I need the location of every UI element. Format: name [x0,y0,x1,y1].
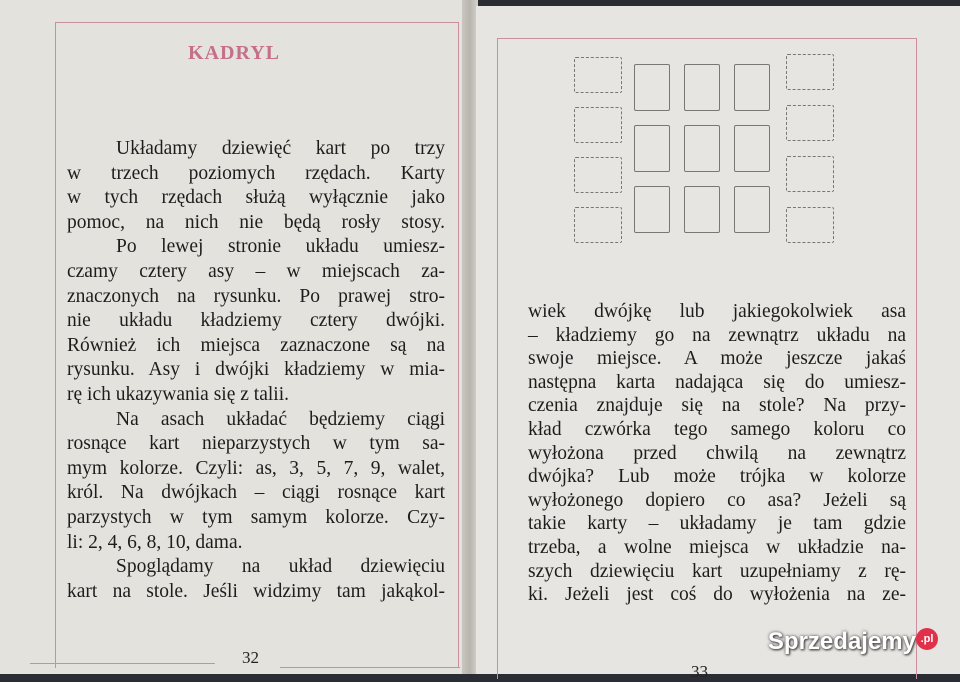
text-line: wiek dwójkę lub jakiegokolwiek asa [528,301,906,322]
ace-slot [574,207,622,243]
two-slot [786,105,834,141]
text-line: ki. Jeżeli jest coś do wyłożenia na ze- [528,584,906,606]
text-line: czamy cztery asy – w miejscach za- [67,261,445,282]
text-line: kład czwórka tego samego koloru co [528,419,906,440]
page-number: 33 [691,662,708,681]
text-line: rosnące kart nieparzystych w tym sa- [67,433,445,455]
text-line: trzeba, a wolne miejsca w układzie na- [528,537,906,558]
ace-slot [574,57,622,93]
watermark: Sprzedajemy .pl [768,628,938,656]
two-slot [786,54,834,90]
text-line: Spoglądamy na układ dziewięciu [116,556,445,578]
text-line: Układamy dziewięć kart po trzy [116,138,445,159]
card-placeholder [684,125,720,172]
text-line: li: 2, 4, 6, 8, 10, dama. [67,531,243,553]
text-line: nie układu kładziemy cztery dwójki. [67,310,445,332]
text-line: wyłożona przed chwilą na zewnątrz [528,442,906,464]
text-line: takie karty – układamy je tam gdzie [528,513,906,535]
text-line: – kładziemy go na zewnątrz układu na [528,324,906,346]
right-page [476,6,960,681]
text-line: Na asach układać będziemy ciągi [116,408,445,430]
text-line: następna karta nadająca się do umiesz- [528,371,906,393]
footer-rule [280,667,460,668]
card-placeholder [734,64,770,111]
text-line: w tych rzędach służą wyłącznie jako [67,187,445,209]
text-line: Po lewej stronie układu umiesz- [116,236,445,258]
text-line: szych dziewięciu kart uzupełniamy z rę- [528,560,906,582]
card-placeholder [734,186,770,233]
card-placeholder [684,186,720,233]
card-placeholder [684,64,720,111]
text-line: król. Na dwójkach – ciągi rosnące kart [67,482,445,504]
chapter-title: KADRYL [188,42,280,64]
text-line: rę ich ukazywania się z talii. [67,384,289,405]
text-line: kart na stole. Jeśli widzimy tam jakąkol- [67,580,445,602]
footer-rule [30,663,215,664]
text-line: pomoc, na nich nie będą rosły stosy. [67,211,445,233]
card-placeholder [634,64,670,111]
left-page [0,0,468,674]
text-line: wyłożonego dopiero co asa? Jeżeli są [528,489,906,511]
text-line: rysunku. Asy i dwójki kładziemy w mia- [67,359,445,381]
two-slot [786,156,834,192]
text-line: znaczonych na rysunku. Po prawej stro- [67,285,445,307]
ace-slot [574,107,622,143]
text-line: Również ich miejsca zaznaczone są na [67,334,445,356]
card-placeholder [634,125,670,172]
page-number: 32 [242,648,259,667]
ace-slot [574,157,622,193]
text-line: dwójka? Lub może trójka w kolorze [528,466,906,488]
text-line: swoje miejsce. A może jeszcze jakaś [528,348,906,370]
text-line: mym kolorze. Czyli: as, 3, 5, 7, 9, walet, [67,457,445,479]
text-line: czenia znajduje się na stole? Na przy- [528,395,906,417]
text-line: w trzech poziomych rzędach. Karty [67,162,445,184]
text-line: parzystych w tym samym kolorze. Czy- [67,507,445,528]
card-placeholder [634,186,670,233]
card-placeholder [734,125,770,172]
two-slot [786,207,834,243]
